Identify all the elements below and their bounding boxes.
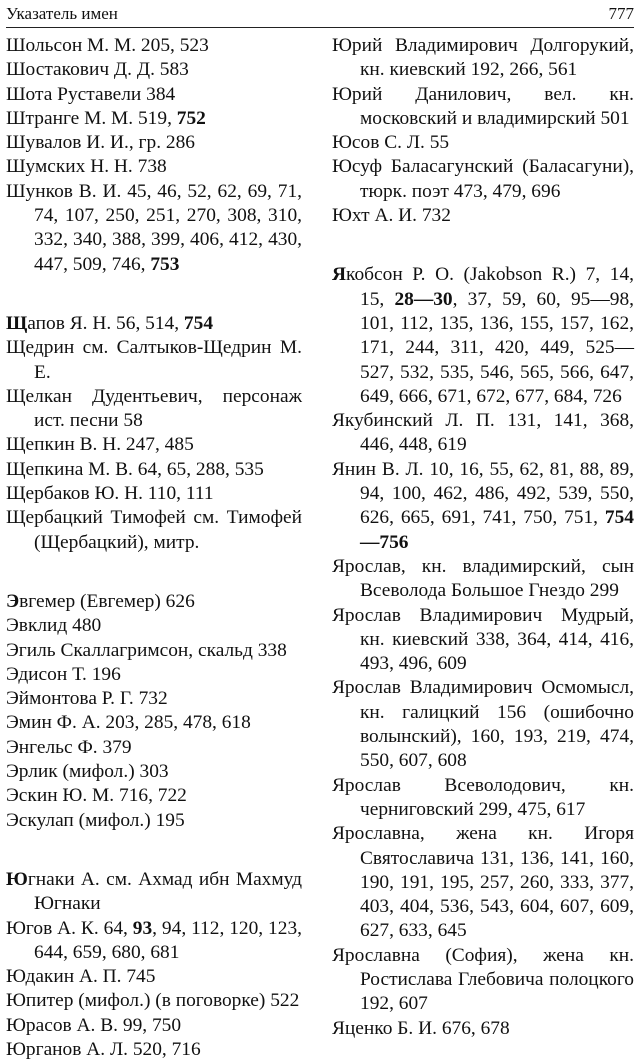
entry-page-refs: 7, 14, 15,	[360, 264, 634, 310]
entry-page-refs: 131, 141, 368, 446, 448, 619	[360, 410, 635, 456]
section-initial-letter: Я	[332, 264, 347, 286]
letter-section-gap	[332, 228, 634, 263]
running-header	[6, 0, 634, 28]
index-entry	[6, 482, 302, 506]
entry-name: Юсов С. Л.	[332, 132, 425, 154]
entry-page-refs: 286	[161, 132, 195, 154]
index-entry	[6, 34, 302, 58]
entry-page-refs: 501	[595, 107, 630, 129]
entry-name: Юдакин А. П.	[6, 966, 122, 988]
index-entry	[6, 433, 302, 457]
entry-name: Янин В. Л.	[332, 458, 424, 480]
index-entry	[332, 131, 634, 155]
entry-name: Шольсон М. М.	[6, 35, 137, 56]
entry-name: Щепкина М. В.	[6, 458, 133, 480]
entry-page-refs: 56, 514,	[111, 312, 184, 334]
index-entry	[332, 1017, 634, 1041]
index-entry	[6, 663, 302, 687]
entry-name: Юрасов А. В.	[6, 1014, 119, 1036]
index-entry	[6, 736, 302, 760]
entry-page-ref-bold: 752	[176, 107, 206, 129]
entry-page-refs: 55	[424, 132, 450, 154]
index-entry	[6, 180, 302, 277]
entry-name: гнаки А. см. Ахмад ибн Махмуд Югнаки	[27, 868, 302, 915]
entry-name: Эрлик (мифол.)	[6, 761, 135, 783]
entry-name: Щепкин В. Н.	[6, 434, 122, 456]
index-entry	[6, 687, 302, 711]
index-entry	[6, 639, 302, 663]
entry-page-ref-bold: 753	[150, 253, 180, 275]
index-entry	[6, 506, 302, 555]
entry-name: Юрганов А. Л.	[6, 1038, 128, 1060]
entry-page-refs: 205, 523	[136, 35, 209, 56]
entry-page-refs: 522	[265, 990, 300, 1012]
entry-name: Якубинский Л. П.	[332, 410, 495, 432]
entry-page-refs: 338	[252, 639, 287, 661]
index-entry	[332, 204, 634, 228]
entry-page-refs: 299	[584, 580, 619, 602]
entry-name: Ярослав Владимирович Осмомысл, кн. галицкий	[332, 677, 634, 723]
index-entry	[6, 590, 302, 614]
entry-page-refs: 192, 266, 561	[465, 59, 578, 81]
entry-name: Ярослав, кн. владимирский, сын Всеволода Большое Гнездо	[332, 555, 634, 602]
entry-page-refs: 64,	[98, 917, 133, 939]
index-entry	[332, 155, 634, 204]
entry-page-refs: , 37, 59, 60, 95—98, 101, 112, 135, 136, 155, 157, 162, 171, 244, 311, 420, 449, 525—527, 532, 535, 546, 565, 566, 647, 649, 666, 671, 672, 677, 684, 726	[360, 288, 634, 407]
entry-name: Ярослав Владимирович Мудрый, кн. киевский	[332, 604, 634, 650]
index-entry	[6, 1038, 302, 1062]
entry-name: Эмин Ф. А.	[6, 712, 101, 734]
entry-name: Ярославна (София), жена кн. Ростислава Глебовича полоцкого	[332, 944, 634, 990]
entry-name: Шостакович Д. Д.	[6, 59, 155, 81]
index-entry	[6, 784, 302, 808]
index-entry	[332, 774, 634, 823]
entry-name: Юхт А. И.	[332, 205, 418, 227]
entry-name: Ярослав Всеволодович, кн. черниговский	[332, 774, 634, 820]
entry-page-ref-bold: 754	[183, 312, 214, 334]
entry-page-refs: 745	[121, 966, 156, 988]
entry-page-refs: 519,	[133, 107, 177, 129]
entry-name: Эймонтова Р. Г.	[6, 688, 134, 710]
entry-name: Щербацкий Тимофей см. Тимофей (Щербацкий), митр.	[6, 507, 302, 553]
entry-name: апов Я. Н.	[27, 312, 112, 334]
index-entry	[332, 409, 634, 458]
letter-section-gap	[6, 555, 302, 590]
entry-name: Эвклид	[6, 615, 68, 637]
index-entry	[6, 83, 302, 107]
index-entry	[6, 868, 302, 917]
section-initial-letter: Ю	[6, 868, 28, 890]
entry-page-refs: 473, 479, 696	[448, 180, 561, 202]
left-column	[6, 34, 302, 1062]
entry-page-refs: 99, 750	[118, 1014, 182, 1036]
entry-page-refs: 247, 485	[121, 434, 194, 456]
entry-name: Шумских Н. Н.	[6, 156, 133, 178]
entry-name: Шунков В. И.	[6, 180, 122, 202]
index-entry	[332, 604, 634, 677]
index-entry	[332, 676, 634, 773]
index-entry	[332, 34, 634, 83]
entry-name: Щелкан Дудентьевич, персонаж ист. песни	[6, 385, 302, 432]
index-entry	[332, 555, 634, 604]
entry-name: Эгиль Скаллагримсон, скальд	[6, 639, 253, 661]
entry-page-refs: 58	[118, 410, 143, 432]
entry-page-refs: 303	[134, 761, 169, 783]
entry-page-refs: 64, 65, 288, 535	[132, 458, 264, 480]
index-entry	[332, 458, 634, 555]
entry-page-refs: 583	[154, 59, 189, 81]
index-entry	[6, 965, 302, 989]
index-entry	[6, 107, 302, 131]
index-entry	[6, 809, 302, 833]
entry-page-refs: 732	[133, 688, 168, 710]
entry-name: вгемер (Евгемер)	[19, 590, 161, 612]
entry-name: Шувалов И. И., гр.	[6, 132, 162, 154]
letter-section-gap	[6, 277, 302, 312]
entry-name: Штранге М. М.	[6, 107, 134, 129]
entry-name: Щербаков Ю. Н.	[6, 483, 143, 505]
entry-page-refs: 110, 111	[142, 483, 214, 505]
entry-page-refs: 195	[150, 809, 185, 831]
entry-name: кобсон Р. О. (Jakobson R.)	[346, 264, 577, 286]
entry-page-refs: 738	[132, 156, 167, 178]
entry-page-refs: 626	[160, 590, 195, 612]
index-entry	[6, 614, 302, 638]
entry-name: Эдисон Т.	[6, 663, 87, 685]
entry-page-ref-bold: 28—30	[394, 288, 453, 310]
entry-name: Юсуф Баласагунский (Баласагуни), тюрк. поэт	[332, 156, 634, 202]
entry-page-ref-bold: 754—756	[360, 507, 634, 553]
entry-name: Югов А. К.	[6, 917, 99, 939]
index-entry	[6, 917, 302, 966]
index-entry	[332, 83, 634, 132]
entry-name: Юрий Владимирович Долгорукий, кн. киевский	[332, 35, 634, 81]
entry-name: Ярославна, жена кн. Игоря Святославича	[332, 823, 634, 869]
section-initial-letter: Э	[6, 590, 20, 612]
index-entry	[332, 944, 634, 1017]
entry-name: Щедрин см. Салтыков-Щедрин М. Е.	[6, 337, 302, 383]
entry-name: Шота Руставели	[6, 83, 142, 105]
entry-name: Юрий Данилович, вел. кн. московский и владимирский	[332, 83, 634, 129]
header-title: Указатель имен	[6, 4, 118, 23]
index-entry	[6, 711, 302, 735]
entry-page-refs: 192, 607	[360, 993, 428, 1015]
index-entry	[6, 155, 302, 179]
entry-page-refs: 10, 16, 55, 62, 81, 88, 89, 94, 100, 462, 486, 492, 539, 550, 626, 665, 691, 741, 750, 751,	[360, 458, 634, 529]
entry-page-refs: 156 (ошибочно волынский), 160, 193, 219, 474, 550, 607, 608	[360, 701, 634, 772]
entry-page-refs: 732	[417, 205, 451, 227]
index-entry	[6, 760, 302, 784]
entry-page-refs: 676, 678	[436, 1017, 510, 1039]
entry-page-refs: 203, 285, 478, 618	[100, 712, 251, 734]
index-entry	[6, 131, 302, 155]
entry-name: Яценко Б. И.	[332, 1017, 437, 1039]
index-entry	[332, 822, 634, 943]
entry-name: Юпитер (мифол.) (в поговорке)	[6, 990, 266, 1012]
index-entry	[6, 1014, 302, 1038]
entry-page-refs: , 94, 112, 120, 123, 644, 659, 680, 681	[34, 917, 302, 963]
entry-name: Эскулап (мифол.)	[6, 809, 151, 831]
page-number: 777	[608, 4, 634, 23]
entry-page-refs: 716, 722	[114, 785, 187, 807]
index-entry	[6, 58, 302, 82]
index-entry	[6, 312, 302, 336]
section-initial-letter: Щ	[6, 312, 28, 334]
entry-page-refs: 520, 716	[127, 1038, 201, 1060]
index-entry	[6, 458, 302, 482]
entry-page-refs: 131, 136, 141, 160, 190, 191, 195, 257, 260, 333, 377, 403, 404, 536, 543, 604, 607, 609, 627, 633, 645	[360, 847, 634, 942]
entry-page-refs: 45, 46, 52, 62, 69, 71, 74, 107, 250, 251, 270, 308, 310, 332, 340, 388, 399, 406, 412, 430, 447, 509, 746,	[34, 180, 303, 275]
index-entry	[6, 336, 302, 385]
entry-page-refs: 338, 364, 414, 416, 493, 496, 609	[360, 628, 634, 675]
right-column	[332, 34, 634, 1041]
entry-page-refs: 384	[141, 83, 176, 105]
index-entry	[6, 385, 302, 434]
entry-page-refs: 196	[86, 663, 121, 685]
index-entry	[332, 263, 634, 409]
entry-name: Эскин Ю. М.	[6, 785, 115, 807]
index-entry	[6, 989, 302, 1013]
entry-page-refs: 379	[97, 736, 132, 758]
letter-section-gap	[6, 833, 302, 868]
entry-page-refs: 480	[67, 615, 102, 637]
entry-page-ref-bold: 93	[132, 917, 153, 939]
entry-name: Энгельс Ф.	[6, 736, 98, 758]
entry-page-refs: 299, 475, 617	[473, 798, 586, 820]
